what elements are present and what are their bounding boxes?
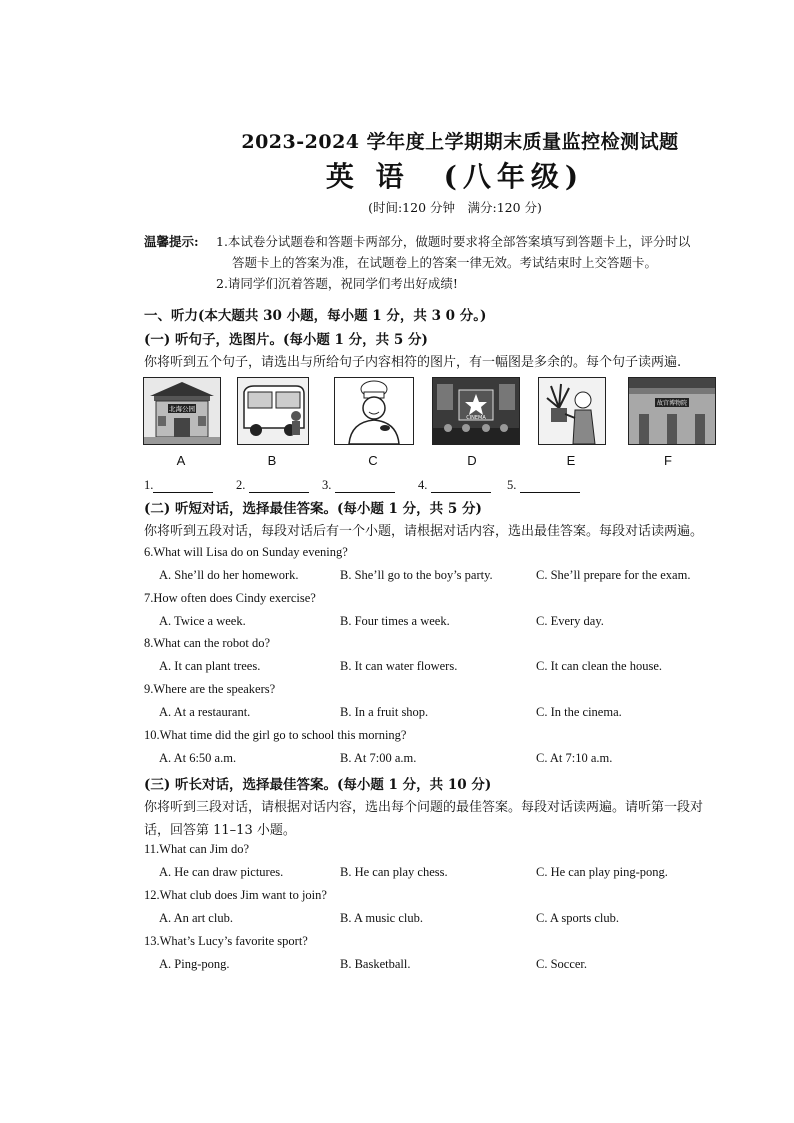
picture-c (334, 377, 414, 445)
tips-label: 温馨提示: (144, 234, 199, 249)
q11-option-c[interactable]: C. He can play ping-pong. (536, 865, 668, 879)
picture-label-f: F (664, 453, 672, 468)
part3-instruction-line1: 你将听到三段对话，请根据对话内容，选出每个问题的最佳答案。每段对话读两遍。请听第一段对 (144, 800, 704, 815)
q12-option-a[interactable]: A. An art club. (159, 911, 233, 925)
answer-blank-5-label: 5. (507, 478, 517, 492)
question-9: 9.Where are the speakers? (144, 682, 276, 696)
picture-label-a: A (176, 453, 186, 468)
q8-option-a[interactable]: A. It can plant trees. (159, 659, 261, 673)
q13-option-b[interactable]: B. Basketball. (340, 957, 411, 971)
picture-label-d: D (467, 453, 477, 468)
subject-title: 英 语 (八年级) (325, 160, 585, 193)
picture-label-b: B (267, 453, 277, 468)
q13-option-c[interactable]: C. Soccer. (536, 957, 588, 971)
q6-option-c[interactable]: C. She’ll prepare for the exam. (536, 568, 691, 582)
part1-instruction: 你将听到五个句子，请选出与所给句子内容相符的图片，有一幅图是多余的。每个句子读两遍. (144, 355, 682, 370)
q12-option-c[interactable]: C. A sports club. (536, 911, 619, 925)
q13-option-a[interactable]: A. Ping-pong. (159, 957, 230, 971)
palace-museum-icon (629, 378, 715, 444)
part3-title: (三) 听长对话，选择最佳答案。(每小题 1 分，共 10 分) (144, 777, 492, 793)
question-6: 6.What will Lisa do on Sunday evening? (144, 545, 348, 559)
q9-option-a[interactable]: A. At a restaurant. (159, 705, 251, 719)
q6-option-a[interactable]: A. She’ll do her homework. (159, 568, 299, 582)
tips-line2: 答题卡上的答案为准，在试题卷上的答案一律无效。考试结束时上交答题卡。 (232, 255, 658, 270)
cinema-icon (433, 378, 519, 444)
question-11: 11.What can Jim do? (144, 842, 250, 856)
answer-blank-1[interactable] (144, 478, 213, 493)
picture-label-e: E (566, 453, 576, 468)
girl-plant-icon (539, 378, 605, 444)
question-8: 8.What can the robot do? (144, 636, 270, 650)
q12-option-b[interactable]: B. A music club. (340, 911, 423, 925)
part2-instruction: 你将听到五段对话，每段对话后有一个小题，请根据对话内容，选出最佳答案。每段对话读两遍。 (144, 524, 704, 539)
question-12: 12.What club does Jim want to join? (144, 888, 327, 902)
question-13: 13.What’s Lucy’s favorite sport? (144, 934, 308, 948)
q7-option-b[interactable]: B. Four times a week. (340, 614, 450, 628)
q11-option-b[interactable]: B. He can play chess. (340, 865, 448, 879)
q10-option-c[interactable]: C. At 7:10 a.m. (536, 751, 613, 765)
q9-option-b[interactable]: B. In a fruit shop. (340, 705, 429, 719)
picture-f (628, 377, 716, 445)
answer-blank-2-label: 2. (236, 478, 246, 492)
gate-building-icon (144, 378, 220, 444)
answer-blank-2[interactable] (236, 478, 309, 493)
q7-option-c[interactable]: C. Every day. (536, 614, 604, 628)
picture-d-sign: CINEMA (466, 415, 486, 421)
time-info: (时间:120 分钟 满分:120 分) (368, 200, 542, 215)
picture-b (237, 377, 309, 445)
answer-blank-3-label: 3. (322, 478, 332, 492)
q9-option-c[interactable]: C. In the cinema. (536, 705, 622, 719)
part3-instruction-line2: 话，回答第 11–13 小题。 (144, 823, 296, 838)
answer-blank-5[interactable] (507, 478, 580, 493)
picture-label-c: C (368, 453, 378, 468)
part2-title: (二) 听短对话，选择最佳答案。(每小题 1 分，共 5 分) (144, 501, 482, 517)
q8-option-c[interactable]: C. It can clean the house. (536, 659, 662, 673)
question-10: 10.What time did the girl go to school this morning? (144, 728, 407, 742)
answer-blank-4-label: 4. (418, 478, 428, 492)
answer-blank-4[interactable] (418, 478, 491, 493)
picture-a-sign: 北海公园 (169, 405, 195, 413)
q6-option-b[interactable]: B. She’ll go to the boy’s party. (340, 568, 493, 582)
picture-f-sign: 故宫博物院 (656, 400, 688, 407)
answer-blank-3[interactable] (322, 478, 395, 493)
q10-option-a[interactable]: A. At 6:50 a.m. (159, 751, 237, 765)
q11-option-a[interactable]: A. He can draw pictures. (159, 865, 284, 879)
tips-line1: 1.本试卷分试题卷和答题卡两部分，做题时要求将全部答案填写到答题卡上，评分时以 (216, 234, 691, 249)
q10-option-b[interactable]: B. At 7:00 a.m. (340, 751, 417, 765)
question-7: 7.How often does Cindy exercise? (144, 591, 316, 605)
bus-icon (238, 378, 308, 444)
exam-title: 2023-2024 学年度上学期期末质量监控检测试题 (241, 131, 679, 153)
part1-title: (一) 听句子，选图片。(每小题 1 分，共 5 分) (144, 332, 428, 348)
chef-icon (335, 378, 413, 444)
picture-d (432, 377, 520, 445)
answer-blank-1-label: 1. (144, 478, 154, 492)
picture-a (143, 377, 221, 445)
picture-e (538, 377, 606, 445)
q8-option-b[interactable]: B. It can water flowers. (340, 659, 458, 673)
tips-line3: 2.请同学们沉着答题，祝同学们考出好成绩! (216, 276, 458, 291)
q7-option-a[interactable]: A. Twice a week. (159, 614, 246, 628)
section1-title: 一、听力(本大题共 30 小题，每小题 1 分，共 3 0 分。) (144, 308, 487, 324)
